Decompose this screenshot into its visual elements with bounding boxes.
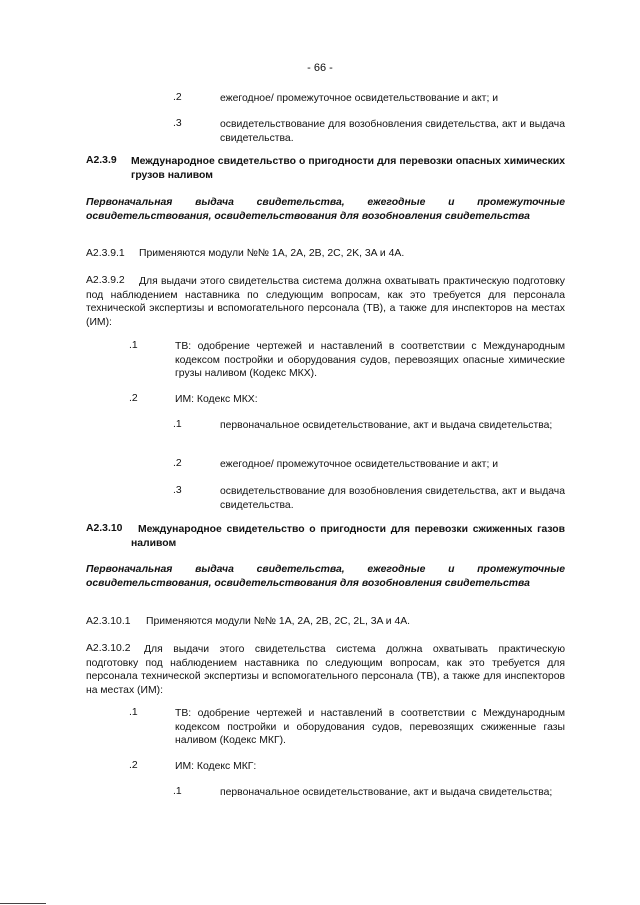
sublist-item-text: ежегодное/ промежуточное освидетельствование и акт; и xyxy=(220,459,499,470)
sublist-item-text: первоначальное освидетельствование, акт и выдача свидетельства; xyxy=(220,787,553,798)
list-item-text: ИМ: Кодекс МКХ: xyxy=(175,394,258,405)
list-item-text: ТВ: одобрение чертежей и наставлений в соответствии с Международным кодексом постройки и оборудования судов, перевозящих опасные химические грузы наливом (Кодекс МКХ). xyxy=(175,341,565,380)
section-code: A2.3.9 xyxy=(86,155,117,166)
footer-rule xyxy=(0,903,46,904)
paragraph-text: Для выдачи этого свидетельства система должна охватывать практическую подготовку под наблюдением наставника по следующим вопросам, как это требуется для персонала технической экспертизы и вспомогательного персонала (ТВ), а также для инспекторов на местах (ИМ): xyxy=(86,644,565,696)
paragraph-number: A2.3.10.2 xyxy=(86,643,131,654)
paragraph-number: A2.3.9.1 xyxy=(86,248,125,259)
section-subheading: Первоначальная выдача свидетельства, ежегодные и промежуточные освидетельствования, освидетельствования для возобновления свидетельства xyxy=(86,564,565,589)
list-item-text: освидетельствование для возобновления свидетельства, акт и выдача свидетельства. xyxy=(220,119,565,144)
section-code: A2.3.10 xyxy=(86,523,123,534)
paragraph-text: Применяются модули №№ 1A, 2A, 2B, 2C, 2K, 3A и 4A. xyxy=(139,248,405,259)
sublist-item-number: .1 xyxy=(173,786,182,797)
paragraph-number: A2.3.9.2 xyxy=(86,275,125,286)
list-item-number: .3 xyxy=(173,118,182,129)
sublist-item-number: .3 xyxy=(173,485,182,496)
list-item-number: .1 xyxy=(129,707,138,718)
paragraph-number: A2.3.10.1 xyxy=(86,616,131,627)
list-item-number: .2 xyxy=(173,92,182,103)
sublist-item-number: .1 xyxy=(173,419,182,430)
list-item-number: .1 xyxy=(129,340,138,351)
section-title: Международное свидетельство о пригодности для перевозки сжиженных газов наливом xyxy=(131,524,565,549)
list-item-number: .2 xyxy=(129,760,138,771)
paragraph-text: Применяются модули №№ 1A, 2A, 2B, 2C, 2L, 3A и 4A. xyxy=(146,616,411,627)
list-item-text: ТВ: одобрение чертежей и наставлений в соответствии с Международным кодексом постройки и оборудования судов, перевозящих сжиженные газы наливом (Кодекс МКГ). xyxy=(175,708,565,747)
list-item-number: .2 xyxy=(129,393,138,404)
sublist-item-text: освидетельствование для возобновления свидетельства, акт и выдача свидетельства. xyxy=(220,486,565,511)
list-item-text: ИМ: Кодекс МКГ: xyxy=(175,761,257,772)
section-subheading: Первоначальная выдача свидетельства, ежегодные и промежуточные освидетельствования, освидетельствования для возобновления свидетельства xyxy=(86,197,565,222)
sublist-item-number: .2 xyxy=(173,458,182,469)
sublist-item-text: первоначальное освидетельствование, акт и выдача свидетельства; xyxy=(220,420,553,431)
page-number: - 66 - xyxy=(307,62,333,74)
section-title: Международное свидетельство о пригодности для перевозки опасных химических грузов наливом xyxy=(131,156,565,181)
list-item-text: ежегодное/ промежуточное освидетельствование и акт; и xyxy=(220,93,499,104)
paragraph-text: Для выдачи этого свидетельства система должна охватывать практическую подготовку под наблюдением наставника по следующим вопросам, как это требуется для персонала технической экспертизы и вспомогательного персонала (ТВ), а также для инспекторов на местах (ИМ): xyxy=(86,276,565,328)
